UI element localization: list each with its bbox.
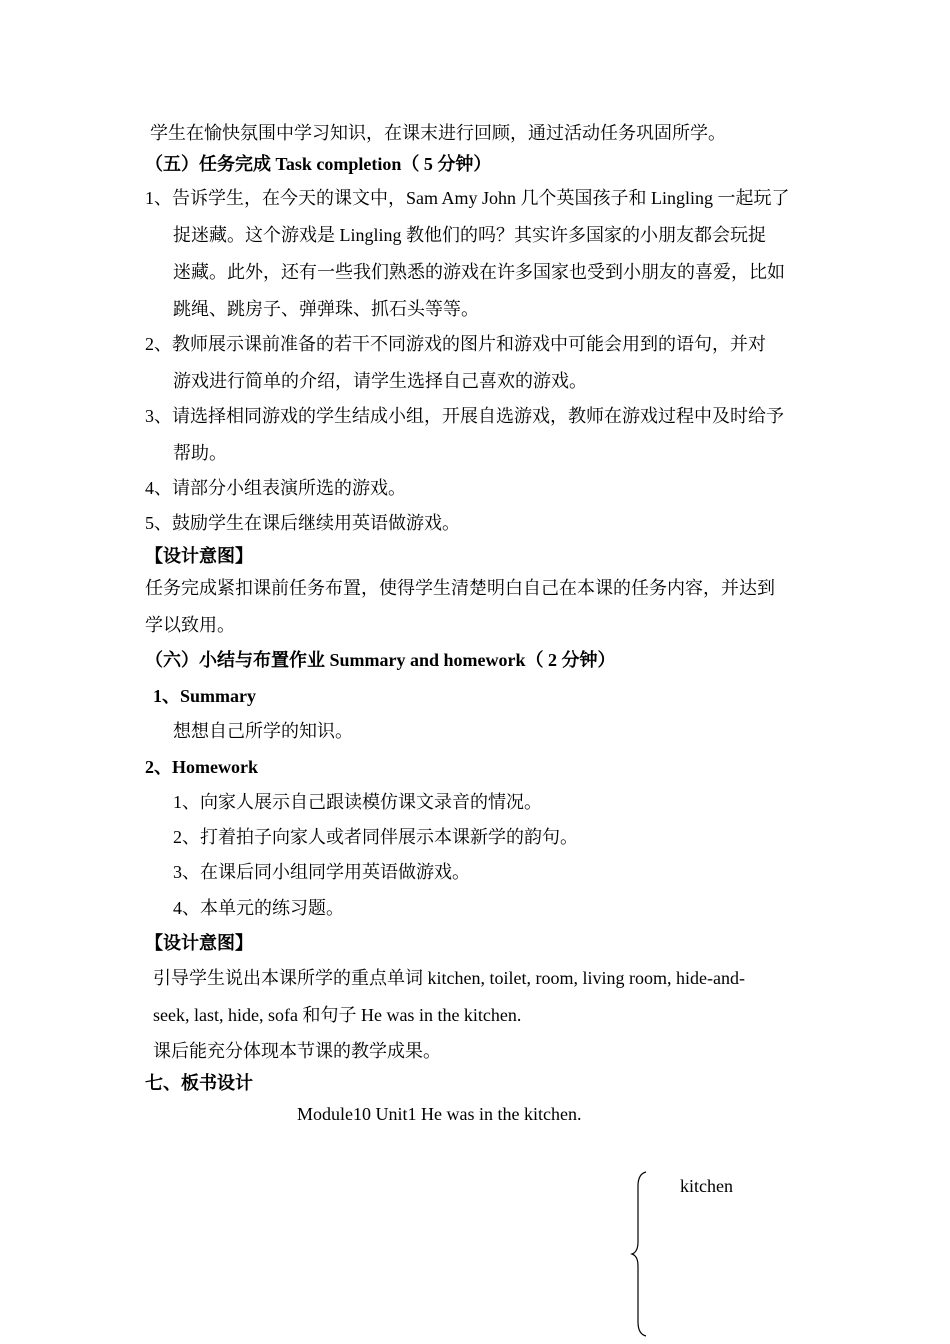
section-5-heading: （五）任务完成 Task completion（ 5 分钟） <box>145 154 492 174</box>
section-7-heading: 七、板书设计 <box>145 1073 253 1093</box>
task-item-1-line-2: 捉迷藏。这个游戏是 Lingling 教他们的吗？其实许多国家的小朋友都会玩捉 <box>173 225 766 245</box>
task-item-1-line-3: 迷藏。此外，还有一些我们熟悉的游戏在许多国家也受到小朋友的喜爱，比如 <box>173 262 785 282</box>
board-title: Module10 Unit1 He was in the kitchen. <box>297 1104 582 1124</box>
intro-tail-text: 学生在愉快氛围中学习知识，在课末进行回顾，通过活动任务巩固所学。 <box>150 123 726 143</box>
homework-heading: 2、Homework <box>145 757 258 777</box>
summary-text: 想想自己所学的知识。 <box>173 721 353 741</box>
design-intent-6-line-2: seek, last, hide, sofa 和句子 He was in the kitchen. <box>153 1005 522 1025</box>
homework-item-1: 1、向家人展示自己跟读模仿课文录音的情况。 <box>173 792 542 812</box>
task-item-1-line-4: 跳绳、跳房子、弹弹珠、抓石头等等。 <box>173 299 479 319</box>
design-intent-5-line-2: 学以致用。 <box>145 615 235 635</box>
task-item-2-line-2: 游戏进行简单的介绍，请学生选择自己喜欢的游戏。 <box>173 371 587 391</box>
summary-heading: 1、Summary <box>153 686 256 706</box>
homework-item-2: 2、打着拍子向家人或者同伴展示本课新学的韵句。 <box>173 827 578 847</box>
board-word-kitchen: kitchen <box>680 1176 733 1196</box>
design-intent-heading-6: 【设计意图】 <box>145 933 253 953</box>
task-item-2-line-1: 2、教师展示课前准备的若干不同游戏的图片和游戏中可能会用到的语句，并对 <box>145 334 766 354</box>
task-item-3-line-1: 3、请选择相同游戏的学生结成小组，开展自选游戏，教师在游戏过程中及时给予 <box>145 406 784 426</box>
design-intent-5-line-1: 任务完成紧扣课前任务布置，使得学生清楚明白自己在本课的任务内容，并达到 <box>145 578 775 598</box>
design-intent-6-line-3: 课后能充分体现本节课的教学成果。 <box>153 1041 441 1061</box>
design-intent-6-line-1: 引导学生说出本课所学的重点单词 kitchen, toilet, room, living room, hide-and- <box>153 968 745 988</box>
task-item-4: 4、请部分小组表演所选的游戏。 <box>145 478 406 498</box>
task-item-3-line-2: 帮助。 <box>173 443 227 463</box>
homework-item-3: 3、在课后同小组同学用英语做游戏。 <box>173 862 470 882</box>
section-6-heading: （六）小结与布置作业 Summary and homework（ 2 分钟） <box>145 650 616 670</box>
homework-item-4: 4、本单元的练习题。 <box>173 898 344 918</box>
design-intent-heading-5: 【设计意图】 <box>145 546 253 566</box>
task-item-5: 5、鼓励学生在课后继续用英语做游戏。 <box>145 513 460 533</box>
curly-brace <box>628 1170 650 1338</box>
task-item-1-line-1: 1、告诉学生，在今天的课文中，Sam Amy John 几个英国孩子和 Lingling 一起玩了 <box>145 188 790 208</box>
